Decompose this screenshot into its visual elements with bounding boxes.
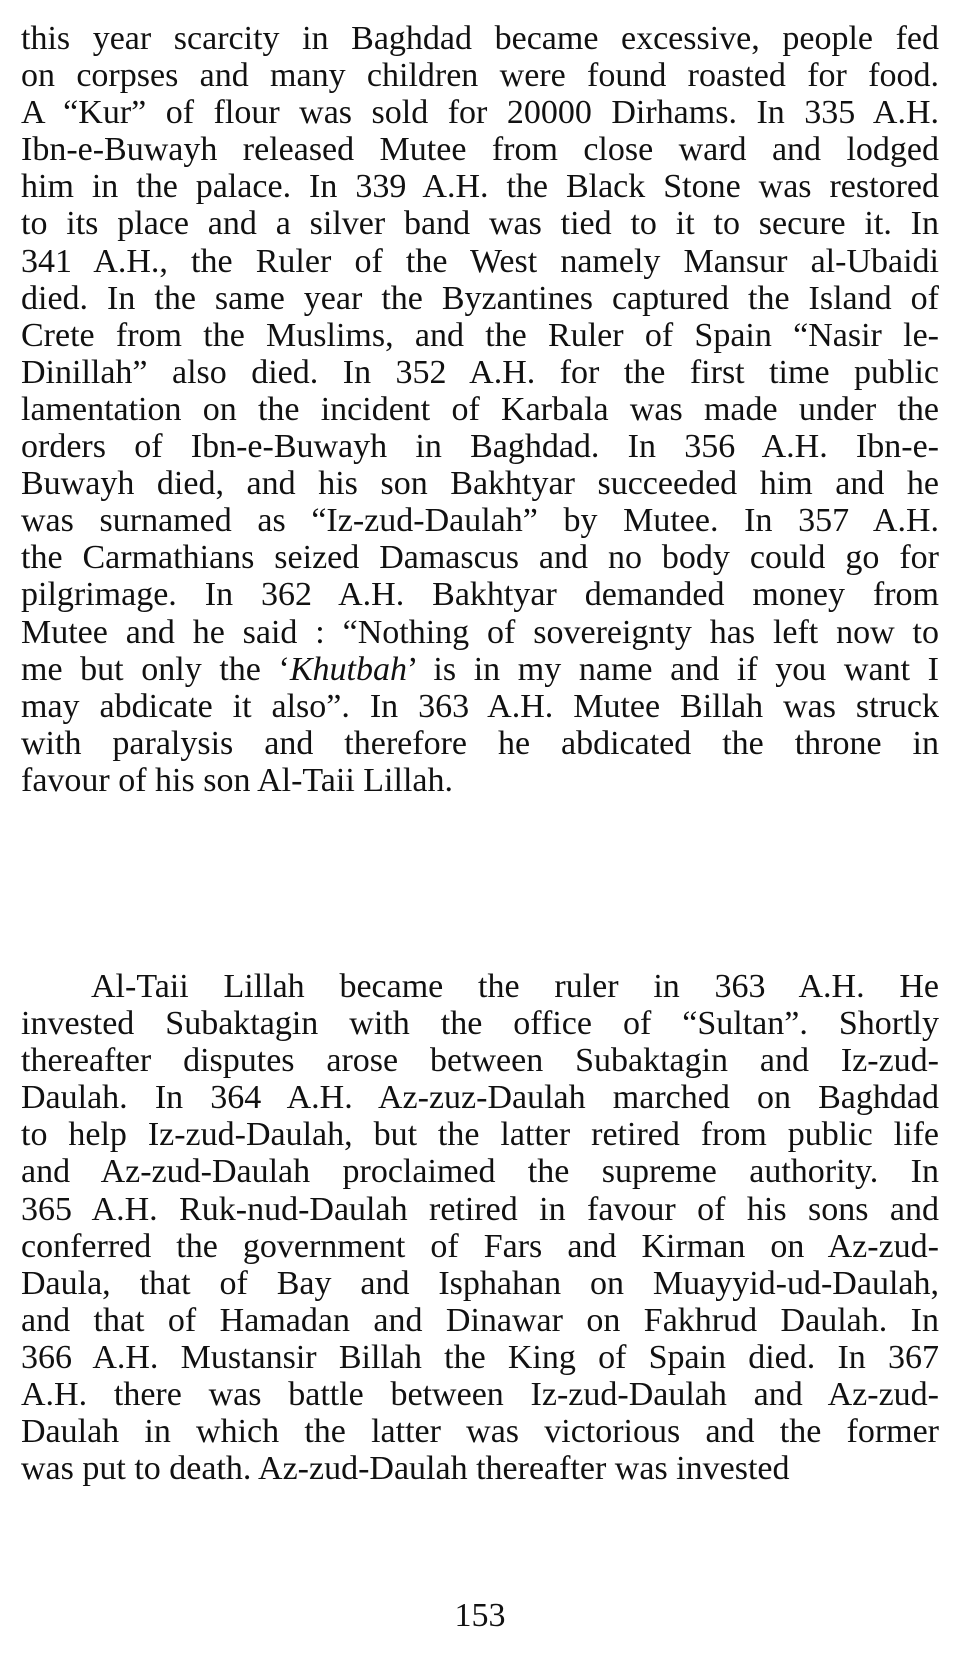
text-line: Mutee and he said : “Nothing of sovereignty has left now to: [21, 613, 939, 651]
italic-term: Khutbah: [289, 650, 407, 688]
text-line: was surnamed as “Iz-zud-Daulah” by Mutee. In 357 A.H.: [21, 502, 939, 540]
text-line: A.H. there was battle between Iz-zud-Daulah and Az-zud-: [21, 1376, 939, 1414]
text-line: this year scarcity in Baghdad became excessive, people fed: [21, 20, 939, 57]
text-run: ’ is in my name and if you want I: [406, 650, 939, 688]
text-line: to its place and a silver band was tied to it to secure it. In: [21, 205, 939, 243]
text-line: died. In the same year the Byzantines captured the Island of: [21, 279, 939, 317]
text-line: Al-Taii Lillah became the ruler in 363 A.H. He: [91, 968, 939, 1005]
text-line: 341 A.H., the Ruler of the West namely Mansur al-Ubaidi: [21, 242, 939, 280]
text-line: A “Kur” of flour was sold for 20000 Dirhams. In 335 A.H.: [21, 94, 939, 132]
text-line: pilgrimage. In 362 A.H. Bakhtyar demanded money from: [21, 576, 939, 614]
text-line: and Az-zud-Daulah proclaimed the supreme authority. In: [21, 1153, 939, 1191]
text-line: Daula, that of Bay and Isphahan on Muayyid-ud-Daulah,: [21, 1264, 939, 1302]
page-number: 153: [454, 1597, 506, 1634]
paragraph-2: [21, 968, 939, 1487]
text-line: with paralysis and therefore he abdicated the throne in: [21, 724, 939, 762]
paragraph-1: [21, 20, 939, 799]
text-line: was put to death. Az-zud-Daulah thereafter was invested: [21, 1450, 790, 1488]
text-line: Daulah. In 364 A.H. Az-zuz-Daulah marched on Baghdad: [21, 1079, 939, 1117]
text-line: lamentation on the incident of Karbala was made under the: [21, 390, 939, 428]
text-line: him in the palace. In 339 A.H. the Black Stone was restored: [21, 168, 939, 206]
text-line: and that of Hamadan and Dinawar on Fakhrud Daulah. In: [21, 1301, 939, 1339]
text-line: the Carmathians seized Damascus and no body could go for: [21, 539, 939, 577]
text-line: [21, 651, 939, 688]
text-line: 365 A.H. Ruk-nud-Daulah retired in favour of his sons and: [21, 1190, 939, 1228]
text-line: Buwayh died, and his son Bakhtyar succeeded him and he: [21, 465, 939, 503]
text-line: Ibn-e-Buwayh released Mutee from close ward and lodged: [21, 131, 939, 169]
text-line: thereafter disputes arose between Subaktagin and Iz-zud-: [21, 1042, 939, 1080]
text-line: Daulah in which the latter was victorious and the former: [21, 1413, 939, 1451]
text-line: orders of Ibn-e-Buwayh in Baghdad. In 356 A.H. Ibn-e-: [21, 428, 939, 466]
text-line: to help Iz-zud-Daulah, but the latter retired from public life: [21, 1116, 939, 1154]
text-line: Dinillah” also died. In 352 A.H. for the first time public: [21, 353, 939, 391]
text-line: Crete from the Muslims, and the Ruler of Spain “Nasir le-: [21, 316, 939, 354]
text-line: conferred the government of Fars and Kirman on Az-zud-: [21, 1227, 939, 1265]
text-line: may abdicate it also”. In 363 A.H. Mutee Billah was struck: [21, 687, 939, 725]
text-line: on corpses and many children were found roasted for food.: [21, 57, 939, 95]
text-line: 366 A.H. Mustansir Billah the King of Spain died. In 367: [21, 1338, 939, 1376]
text-run: me but only the ‘: [21, 650, 290, 688]
text-line: invested Subaktagin with the office of “Sultan”. Shortly: [21, 1005, 939, 1043]
text-line: favour of his son Al-Taii Lillah.: [21, 761, 453, 799]
